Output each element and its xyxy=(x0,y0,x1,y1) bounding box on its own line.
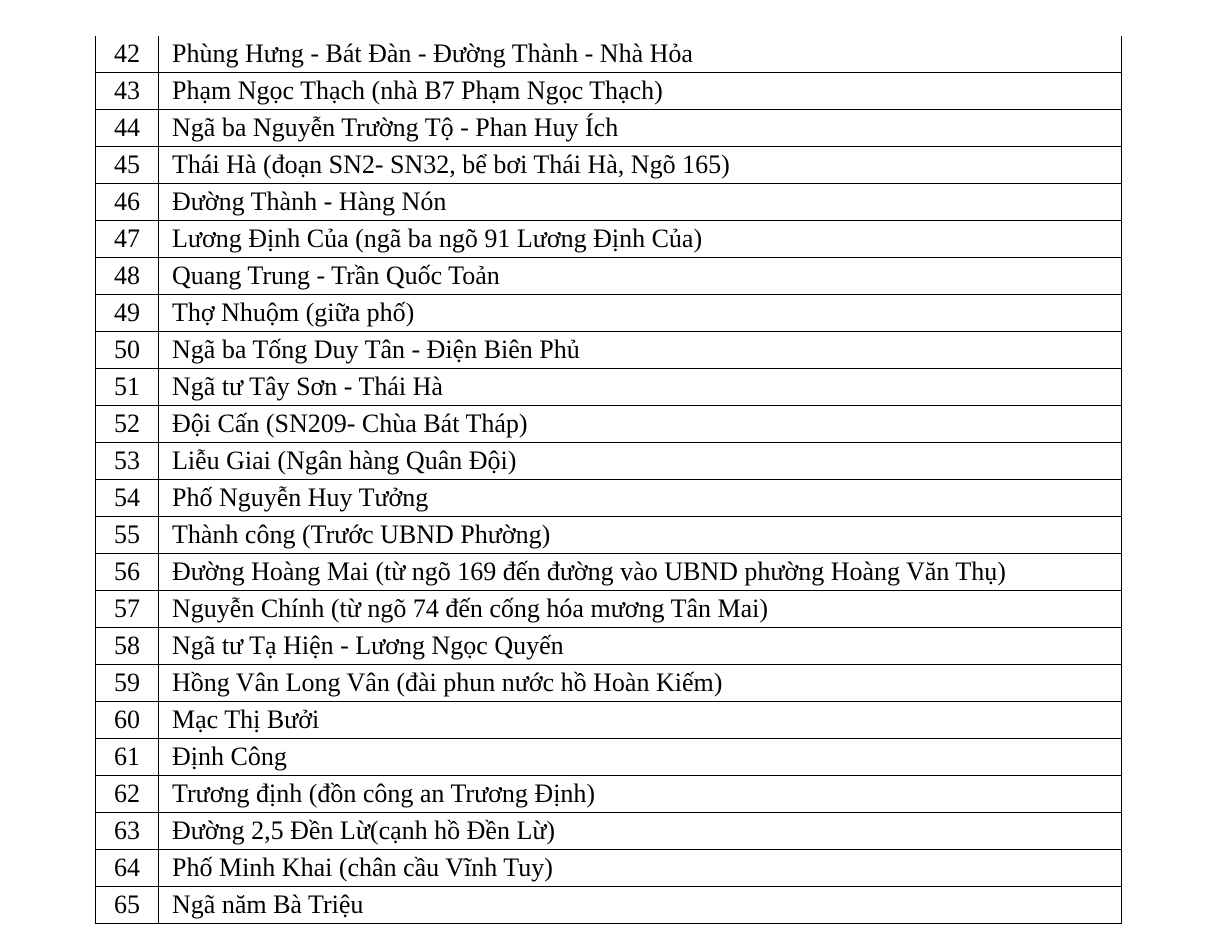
row-number-cell: 56 xyxy=(96,554,159,591)
location-name-cell: Thái Hà (đoạn SN2- SN32, bể bơi Thái Hà, Ngõ 165) xyxy=(159,147,1122,184)
location-name-cell: Ngã tư Tạ Hiện - Lương Ngọc Quyến xyxy=(159,628,1122,665)
row-number-cell: 42 xyxy=(96,36,159,73)
table-row xyxy=(96,369,1122,406)
location-name-cell: Mạc Thị Bưởi xyxy=(159,702,1122,739)
table-row xyxy=(96,776,1122,813)
row-number-cell: 59 xyxy=(96,665,159,702)
row-number-cell: 52 xyxy=(96,406,159,443)
table-row xyxy=(96,591,1122,628)
row-number-cell: 49 xyxy=(96,295,159,332)
table-row xyxy=(96,258,1122,295)
table-row xyxy=(96,628,1122,665)
row-number-cell: 57 xyxy=(96,591,159,628)
row-number-cell: 65 xyxy=(96,887,159,924)
location-name-cell: Nguyễn Chính (từ ngõ 74 đến cống hóa mương Tân Mai) xyxy=(159,591,1122,628)
location-name-cell: Đường Thành - Hàng Nón xyxy=(159,184,1122,221)
location-name-cell: Phạm Ngọc Thạch (nhà B7 Phạm Ngọc Thạch) xyxy=(159,73,1122,110)
location-name-cell: Ngã ba Tống Duy Tân - Điện Biên Phủ xyxy=(159,332,1122,369)
row-number-cell: 51 xyxy=(96,369,159,406)
location-name-cell: Phố Minh Khai (chân cầu Vĩnh Tuy) xyxy=(159,850,1122,887)
location-name-cell: Định Công xyxy=(159,739,1122,776)
table-row xyxy=(96,702,1122,739)
table-row xyxy=(96,221,1122,258)
table-row xyxy=(96,850,1122,887)
location-name-cell: Hồng Vân Long Vân (đài phun nước hồ Hoàn Kiếm) xyxy=(159,665,1122,702)
row-number-cell: 63 xyxy=(96,813,159,850)
location-name-cell: Thợ Nhuộm (giữa phố) xyxy=(159,295,1122,332)
row-number-cell: 55 xyxy=(96,517,159,554)
row-number-cell: 50 xyxy=(96,332,159,369)
location-name-cell: Liễu Giai (Ngân hàng Quân Đội) xyxy=(159,443,1122,480)
location-name-cell: Trương định (đồn công an Trương Định) xyxy=(159,776,1122,813)
location-name-cell: Ngã tư Tây Sơn - Thái Hà xyxy=(159,369,1122,406)
location-name-cell: Phố Nguyễn Huy Tưởng xyxy=(159,480,1122,517)
row-number-cell: 60 xyxy=(96,702,159,739)
row-number-cell: 44 xyxy=(96,110,159,147)
table-row xyxy=(96,332,1122,369)
location-name-cell: Thành công (Trước UBND Phường) xyxy=(159,517,1122,554)
location-name-cell: Ngã ba Nguyễn Trường Tộ - Phan Huy Ích xyxy=(159,110,1122,147)
location-name-cell: Lương Định Của (ngã ba ngõ 91 Lương Định Của) xyxy=(159,221,1122,258)
table-row xyxy=(96,147,1122,184)
table-row xyxy=(96,554,1122,591)
row-number-cell: 46 xyxy=(96,184,159,221)
table-row xyxy=(96,813,1122,850)
row-number-cell: 43 xyxy=(96,73,159,110)
table-row xyxy=(96,887,1122,924)
table-row xyxy=(96,739,1122,776)
table-row xyxy=(96,480,1122,517)
table-row xyxy=(96,36,1122,73)
row-number-cell: 54 xyxy=(96,480,159,517)
location-name-cell: Phùng Hưng - Bát Đàn - Đường Thành - Nhà Hỏa xyxy=(159,36,1122,73)
row-number-cell: 62 xyxy=(96,776,159,813)
table-row xyxy=(96,517,1122,554)
row-number-cell: 48 xyxy=(96,258,159,295)
table-row xyxy=(96,184,1122,221)
location-name-cell: Quang Trung - Trần Quốc Toản xyxy=(159,258,1122,295)
table-row xyxy=(96,295,1122,332)
row-number-cell: 47 xyxy=(96,221,159,258)
location-table-body xyxy=(96,36,1122,924)
table-row xyxy=(96,443,1122,480)
row-number-cell: 61 xyxy=(96,739,159,776)
location-name-cell: Đội Cấn (SN209- Chùa Bát Tháp) xyxy=(159,406,1122,443)
location-name-cell: Ngã năm Bà Triệu xyxy=(159,887,1122,924)
table-row xyxy=(96,665,1122,702)
table-row xyxy=(96,73,1122,110)
location-table xyxy=(95,36,1122,924)
table-row xyxy=(96,110,1122,147)
row-number-cell: 58 xyxy=(96,628,159,665)
table-row xyxy=(96,406,1122,443)
row-number-cell: 64 xyxy=(96,850,159,887)
row-number-cell: 45 xyxy=(96,147,159,184)
location-name-cell: Đường 2,5 Đền Lừ(cạnh hồ Đền Lừ) xyxy=(159,813,1122,850)
row-number-cell: 53 xyxy=(96,443,159,480)
location-name-cell: Đường Hoàng Mai (từ ngõ 169 đến đường vào UBND phường Hoàng Văn Thụ) xyxy=(159,554,1122,591)
